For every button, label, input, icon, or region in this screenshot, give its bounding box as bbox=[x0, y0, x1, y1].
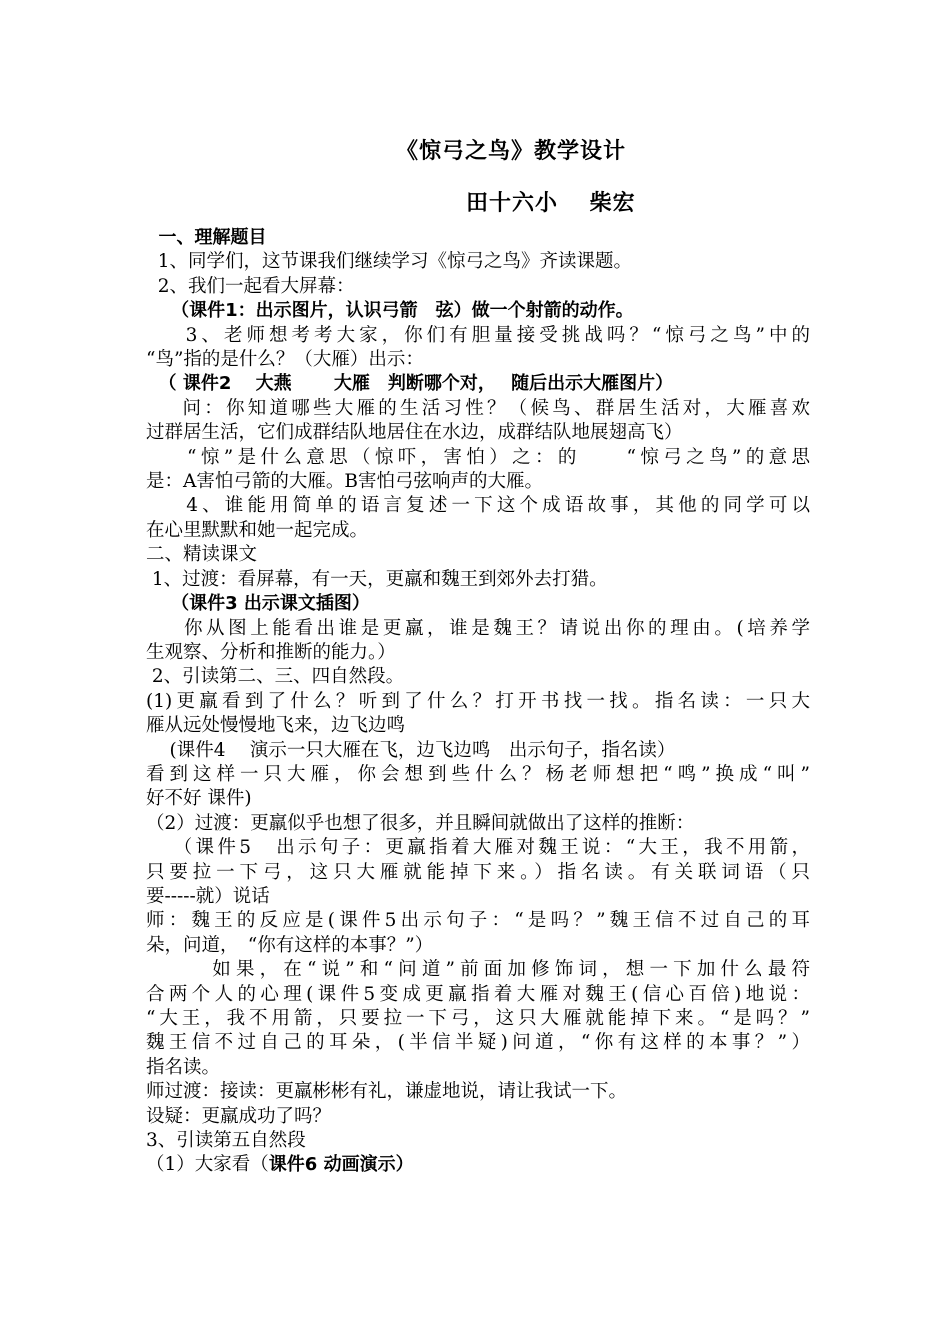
text-line-content: 如果，在“说”和“问道”前面加修饰词，想一下加什么最符 bbox=[146, 959, 810, 981]
text-line-content: (1)更羸看到了什么？听到了什么？打开书找一找。指名读：一只大 bbox=[146, 690, 810, 712]
text-line bbox=[146, 568, 810, 592]
text-line-content: （ 课件2 大燕 大雁 判断哪个对， 随后出示大雁图片） bbox=[146, 373, 674, 395]
text-line bbox=[146, 1129, 810, 1153]
text-line bbox=[146, 1031, 810, 1055]
text-line bbox=[146, 446, 810, 470]
text-line bbox=[146, 470, 810, 494]
text-line-content: 师：魏王的反应是(课件5出示句子：“是吗？”魏王信不过自己的耳 bbox=[146, 910, 810, 932]
text-line-content: 在心里默默和她一起完成。 bbox=[146, 519, 369, 541]
text-line-content: 好不好 课件) bbox=[146, 788, 252, 810]
text-line bbox=[146, 714, 810, 738]
text-line bbox=[146, 958, 810, 982]
text-line bbox=[146, 812, 810, 836]
text-line bbox=[146, 739, 810, 763]
document-body bbox=[146, 226, 810, 1178]
text-line-content: 师过渡：接读：更羸彬彬有礼，谦虚地说，请让我试一下。 bbox=[146, 1081, 628, 1103]
text-line bbox=[146, 348, 810, 372]
text-line bbox=[146, 665, 810, 689]
text-line bbox=[146, 861, 810, 885]
text-line-content: 是：A害怕弓箭的大雁。B害怕弓弦响声的大雁。 bbox=[146, 471, 543, 493]
text-line-content: 二、精读课文 bbox=[146, 544, 258, 566]
text-line-content: 过群居生活，它们成群结队地居住在水边，成群结队地展翅高飞） bbox=[146, 422, 683, 444]
text-line bbox=[146, 885, 810, 909]
text-line-content: 2、引读第二、三、四自然段。 bbox=[146, 666, 405, 688]
text-line-content: 2、我们一起看大屏幕： bbox=[146, 275, 355, 297]
text-line bbox=[146, 1080, 810, 1104]
text-line-content: 你从图上能看出谁是更羸，谁是魏王？请说出你的理由。(培养学 bbox=[146, 617, 810, 639]
text-line-content: 看到这样一只大雁，你会想到些什么？杨老师想把“鸣”换成“叫” bbox=[146, 763, 810, 785]
text-line bbox=[146, 299, 810, 323]
text-line-content: （课件1：出示图片，认识弓箭 弦）做一个射箭的动作。 bbox=[146, 300, 634, 322]
text-line bbox=[146, 787, 810, 811]
text-line-content: 1、同学们，这节课我们继续学习《惊弓之鸟》齐读课题。 bbox=[146, 251, 633, 273]
document-author: 田十六小 柴宏 bbox=[466, 191, 636, 216]
text-line bbox=[146, 983, 810, 1007]
text-line-content: （1）大家看（ bbox=[146, 1154, 269, 1176]
text-line bbox=[146, 397, 810, 421]
text-line-content: “鸟”指的是什么？（大雁）出示： bbox=[146, 349, 424, 371]
text-line bbox=[146, 592, 810, 616]
text-line bbox=[146, 1007, 810, 1031]
text-line-content: 4、谁能用简单的语言复述一下这个成语故事，其他的同学可以 bbox=[146, 495, 810, 517]
text-line bbox=[146, 372, 810, 396]
text-line bbox=[146, 641, 810, 665]
text-line-content: 只要拉一下弓，这只大雁就能掉下来。）指名读。有关联词语（只 bbox=[146, 861, 810, 883]
text-line-content: 指名读。 bbox=[146, 1056, 221, 1078]
text-line-content: 问：你知道哪些大雁的生活习性？（候鸟、群居生活对，大雁喜欢 bbox=[146, 397, 810, 419]
text-line-content: 设疑：更羸成功了吗？ bbox=[146, 1105, 332, 1127]
text-line bbox=[146, 421, 810, 445]
text-line-content: 魏王信不过自己的耳朵，(半信半疑)问道，“你有这样的本事？”） bbox=[146, 1032, 810, 1054]
text-line-content: 3、老师想考考大家，你们有胆量接受挑战吗？“惊弓之鸟”中的 bbox=[146, 324, 810, 346]
text-line bbox=[146, 690, 810, 714]
text-line bbox=[146, 909, 810, 933]
text-line bbox=[146, 226, 810, 250]
text-line bbox=[146, 494, 810, 518]
text-line bbox=[146, 1056, 810, 1080]
text-line-content: （课件5 出示句子：更羸指着大雁对魏王说：“大王，我不用箭， bbox=[146, 837, 810, 859]
text-line-content: “大王，我不用箭，只要拉一下弓，这只大雁就能掉下来。“是吗？” bbox=[146, 1008, 810, 1029]
text-line bbox=[146, 763, 810, 787]
text-line-content: 一、理解题目 bbox=[146, 227, 267, 248]
text-line-content: 合两个人的心理(课件5变成更羸指着大雁对魏王(信心百倍)地说： bbox=[146, 983, 810, 1005]
document-title: 《惊弓之鸟》教学设计 bbox=[395, 139, 626, 164]
text-line-content: 1、过渡：看屏幕，有一天，更羸和魏王到郊外去打猎。 bbox=[146, 568, 608, 590]
text-line-content: 雁从远处慢慢地飞来，边飞边鸣 bbox=[146, 715, 406, 737]
text-line bbox=[146, 519, 810, 543]
text-line-content: 3、引读第五自然段 bbox=[146, 1130, 306, 1152]
text-line bbox=[146, 836, 810, 860]
text-line-content: （课件3 出示课文插图） bbox=[146, 593, 370, 615]
text-line-content: （2）过渡：更羸似乎也想了很多，并且瞬间就做出了这样的推断： bbox=[146, 812, 695, 834]
text-line bbox=[146, 1153, 810, 1177]
text-line-content: 朵，问道， “你有这样的本事？”） bbox=[146, 934, 434, 956]
text-line bbox=[146, 1105, 810, 1129]
text-line-content: 生观察、分析和推断的能力。） bbox=[146, 641, 396, 663]
text-line bbox=[146, 324, 810, 348]
text-line bbox=[146, 617, 810, 641]
text-line-content: (课件4 演示一只大雁在飞，边飞边鸣 出示句子，指名读） bbox=[146, 739, 676, 761]
text-line-emphasis: 课件6 动画演示） bbox=[268, 1154, 414, 1176]
text-line bbox=[146, 275, 810, 299]
text-line-content: “惊”是什么意思（惊吓，害怕）之：的 “惊弓之鸟”的意思 bbox=[146, 446, 810, 468]
text-line bbox=[146, 934, 810, 958]
text-line bbox=[146, 543, 810, 567]
text-line-content: 要-----就）说话 bbox=[146, 885, 270, 907]
text-line bbox=[146, 250, 810, 274]
